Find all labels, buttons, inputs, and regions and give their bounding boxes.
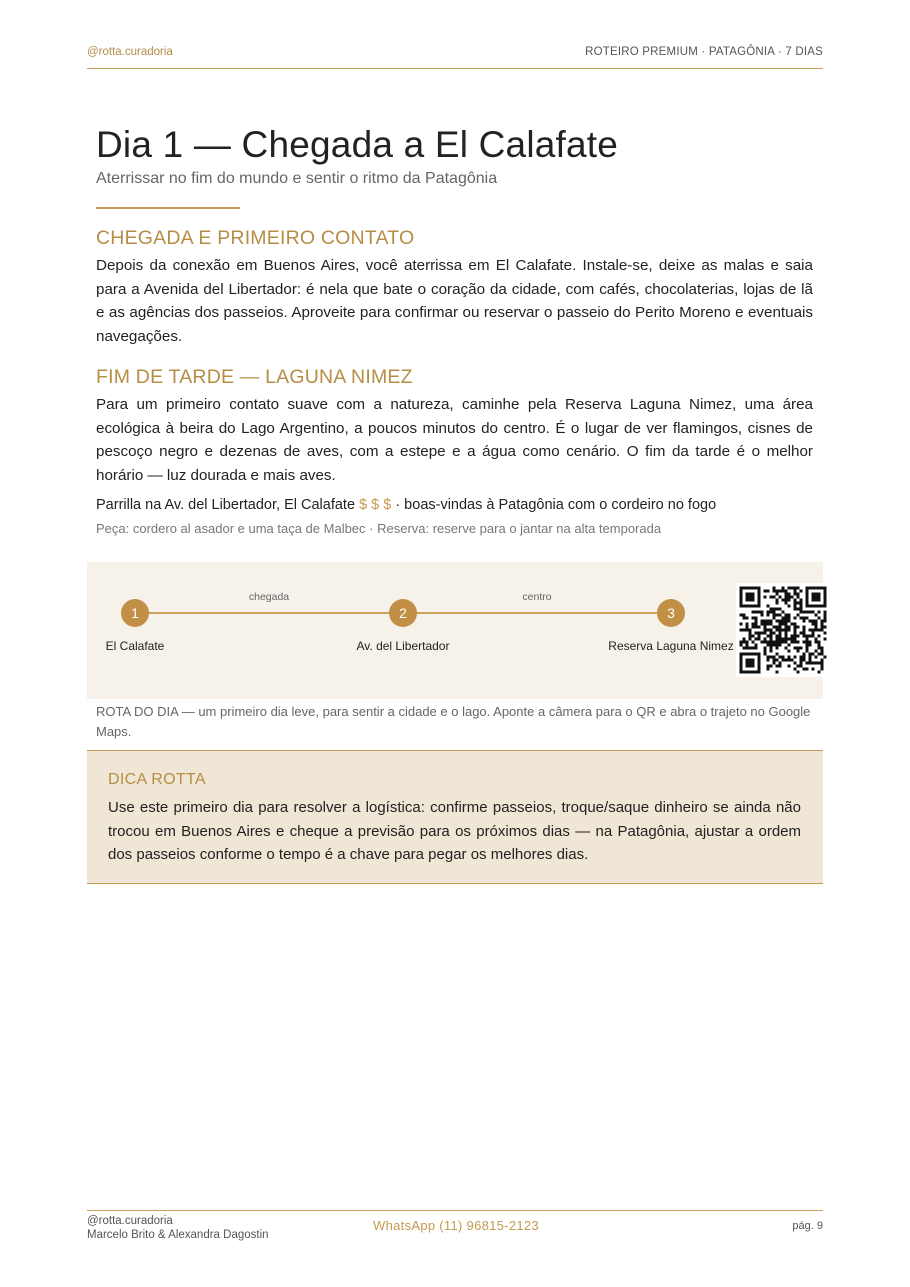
footer-authors: Marcelo Brito & Alexandra Dagostin — [87, 1229, 269, 1241]
page-number: pág. 9 — [792, 1220, 823, 1232]
header-doc-label: ROTEIRO PREMIUM · PATAGÔNIA · 7 DIAS — [585, 46, 823, 58]
header-brand: @rotta.curadoria — [87, 46, 173, 58]
restaurant-line — [96, 497, 716, 513]
section-heading-arrival: CHEGADA E PRIMEIRO CONTATO — [96, 227, 415, 249]
route-caption: ROTA DO DIA — um primeiro dia leve, para sentir a cidade e o lago. Aponte a câmera para o QR e abra o trajeto no Google Maps. — [96, 704, 811, 739]
footer-credits — [87, 1214, 269, 1242]
page-header — [87, 46, 823, 69]
title-divider — [96, 207, 240, 209]
page-footer — [87, 1210, 823, 1241]
tip-heading: DICA ROTTA — [108, 771, 206, 788]
route-stop-label: El Calafate — [105, 639, 165, 653]
route-segment-line — [403, 612, 671, 614]
route-stop-label: Av. del Libertador — [356, 639, 450, 653]
route-segment-line — [135, 612, 403, 614]
page-subtitle: Aterrissar no fim do mundo e sentir o ritmo da Patagônia — [96, 170, 498, 187]
route-segment-label: chegada — [248, 591, 290, 603]
restaurant-note: · boas-vindas à Patagônia com o cordeiro no fogo — [395, 497, 717, 513]
route-stop-marker: 3 — [657, 599, 685, 627]
section-heading-laguna: FIM DE TARDE — LAGUNA NIMEZ — [96, 366, 413, 388]
footer-handle: @rotta.curadoria — [87, 1215, 173, 1227]
qr-code-icon[interactable] — [736, 583, 830, 677]
restaurant-meta: Peça: cordero al asador e uma taça de Malbec · Reserva: reserve para o jantar na alta temporada — [96, 521, 662, 536]
section-text-laguna: Para um primeiro contato suave com a natureza, caminhe pela Reserva Laguna Nimez, uma área ecológica à beira do Lago Argentino, a poucos minutos do centro. É o lugar de ver flamingos, cisnes de pescoço negro e dezenas de aves, com a estepe e a água como cenário. O fim da tarde é o melhor horário — luz dourada e mais aves. — [96, 396, 813, 484]
route-map-panel — [87, 562, 823, 699]
tip-text: Use este primeiro dia para resolver a logística: confirme passeios, troque/saque dinheiro se ainda não trocou em Buenos Aires e cheque a previsão para os próximos dias — na Patagônia, ajustar a ordem dos passeios conforme o tempo é a chave para pegar os melhores dias. — [108, 799, 801, 863]
section-text-arrival: Depois da conexão em Buenos Aires, você aterrissa em El Calafate. Instale-se, deixe as malas e saia para a Avenida del Libertador: é nela que bate o coração da cidade, com cafés, chocolaterias, lojas de lã e as agências dos passeios. Aproveite para confirmar ou reservar o passeio do Perito Moreno e eventuais navegações. — [96, 257, 813, 345]
page-title: Dia 1 — Chegada a El Calafate — [96, 124, 619, 165]
restaurant-name: Parrilla na Av. del Libertador, El Calafate — [96, 497, 356, 513]
restaurant-price: $ $ $ — [359, 497, 392, 513]
route-stop-marker: 2 — [389, 599, 417, 627]
route-stop-label: Reserva Laguna Nimez — [608, 639, 734, 653]
qr-code-graphic — [736, 583, 830, 677]
route-stop-marker: 1 — [121, 599, 149, 627]
footer-whatsapp-link[interactable]: WhatsApp (11) 96815-2123 — [373, 1218, 539, 1233]
tip-box — [87, 750, 823, 884]
route-segment-label: centro — [522, 591, 552, 603]
